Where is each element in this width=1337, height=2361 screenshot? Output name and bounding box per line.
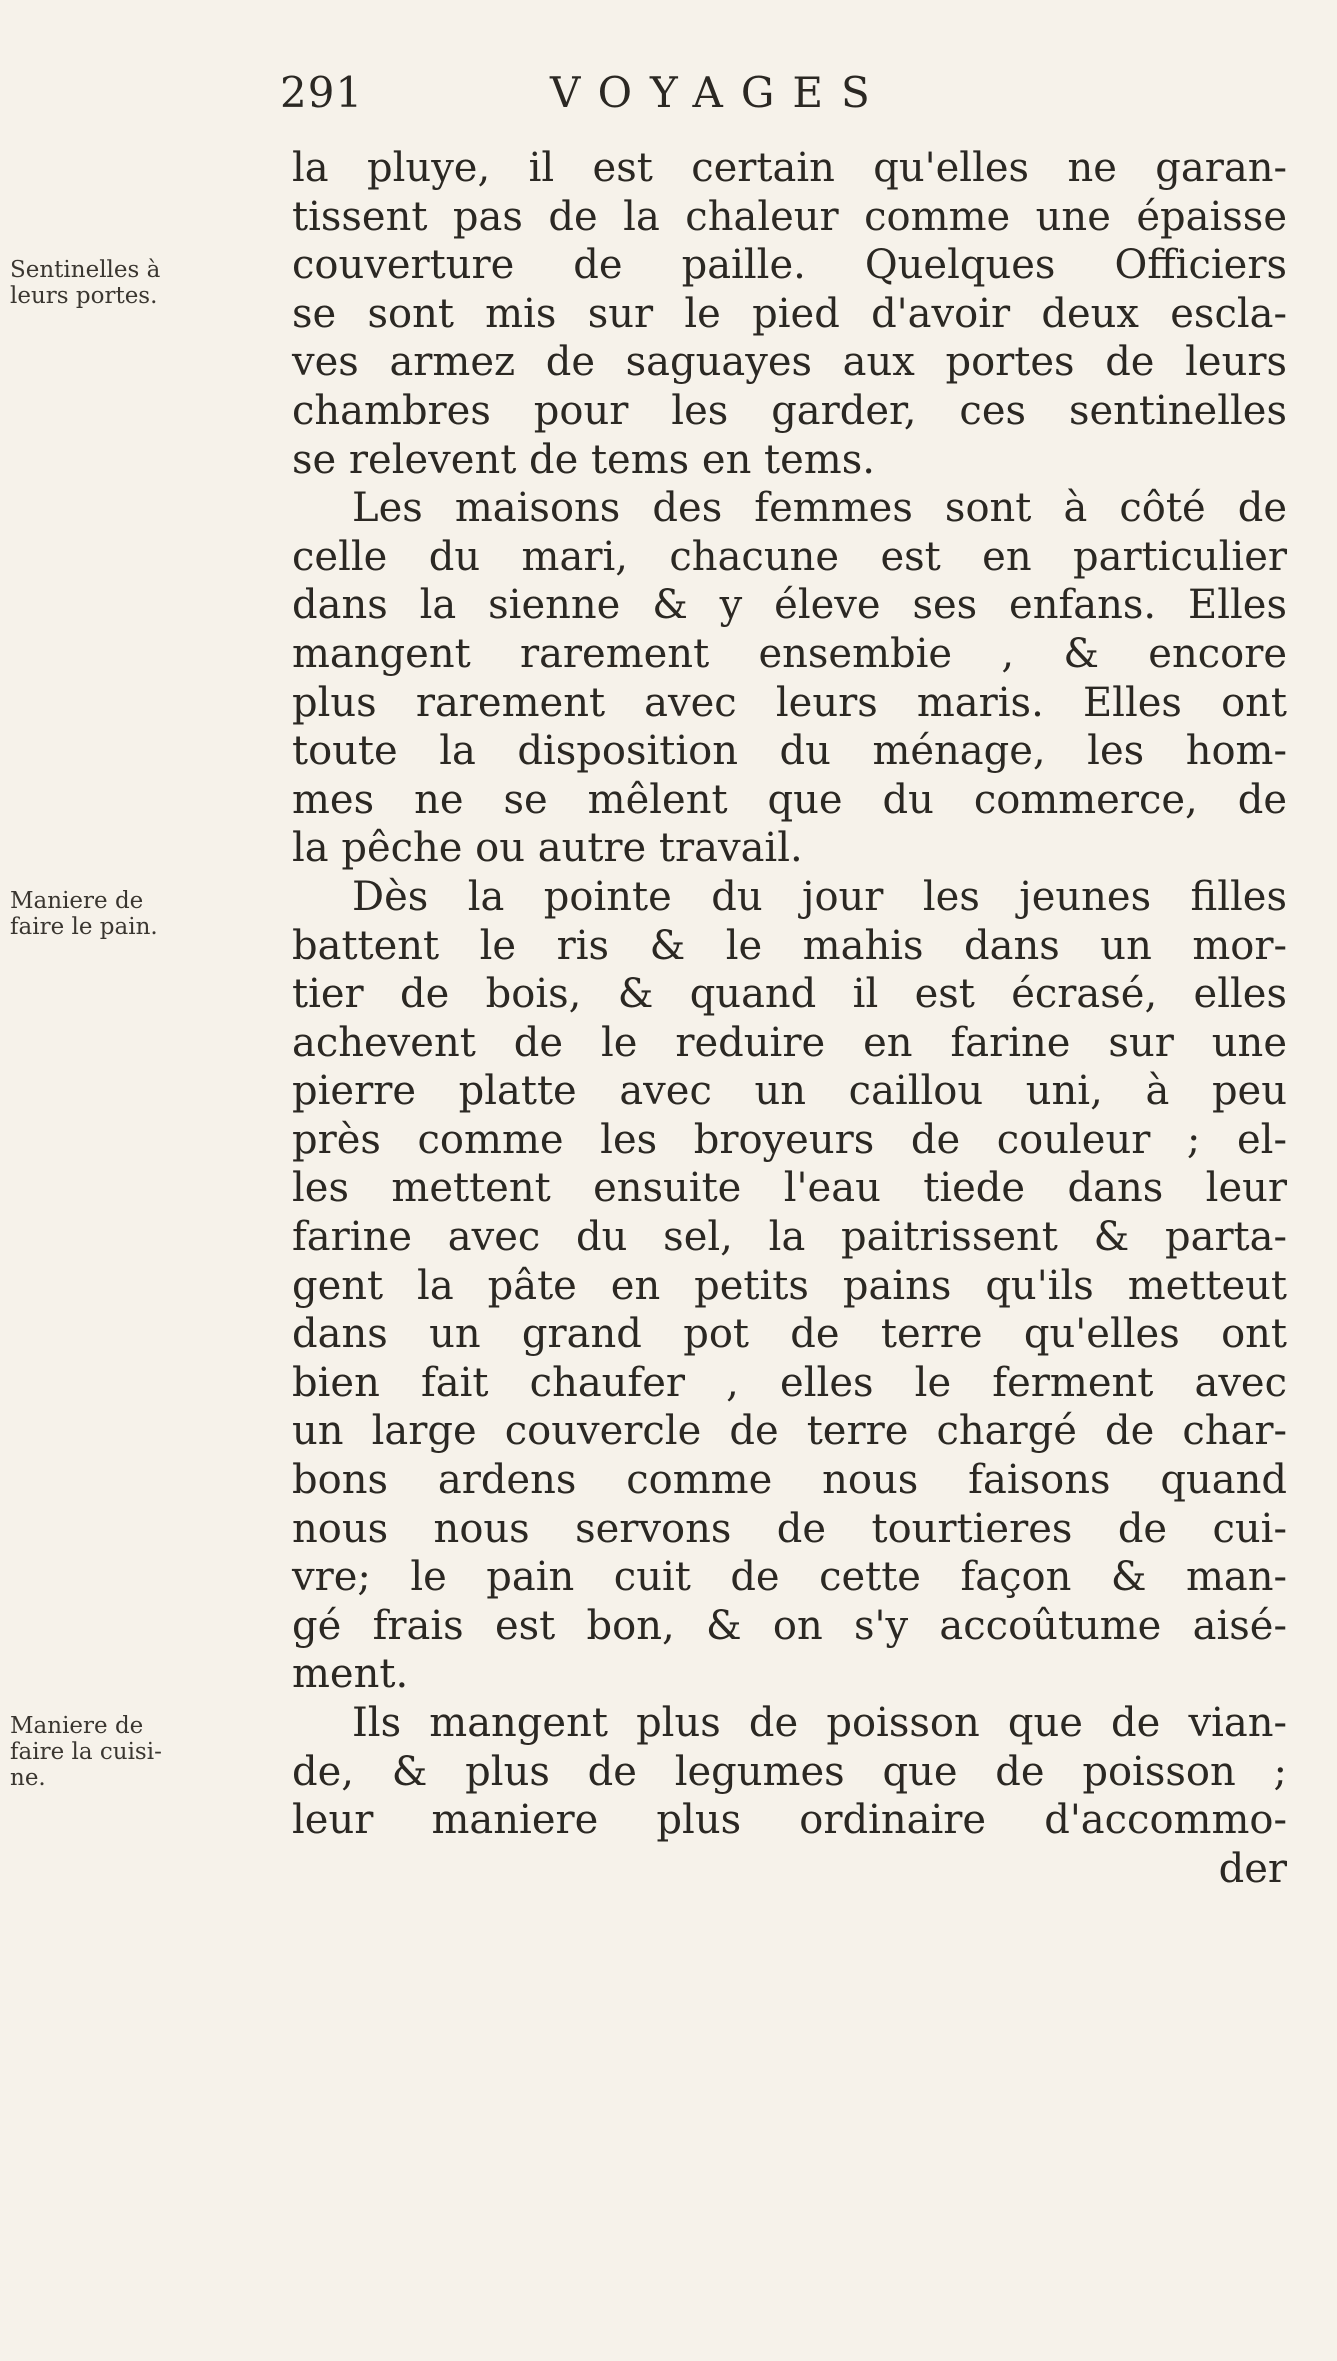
text-line: farine avec du sel, la paitrissent & parta-	[292, 1214, 1287, 1261]
margin-note-line: Maniere de	[10, 1713, 144, 1739]
text-line: un large couvercle de terre chargé de char-	[292, 1408, 1287, 1455]
text-line: la pêche ou autre travail.	[292, 825, 803, 872]
text-line: vre; le pain cuit de cette façon & man-	[292, 1554, 1287, 1601]
text-line: Dès la pointe du jour les jeunes filles	[352, 873, 1287, 920]
text-line: plus rarement avec leurs maris. Elles ont	[292, 679, 1287, 726]
margin-note-line: leurs portes.	[10, 283, 158, 309]
margin-note-line: Maniere de	[10, 888, 144, 914]
text-line: se sont mis sur le pied d'avoir deux escla-	[292, 290, 1287, 337]
text-line: tier de bois, & quand il est écrasé, elles	[292, 971, 1287, 1018]
page-number: 291	[280, 68, 364, 117]
text-line: celle du mari, chacune est en particulier	[292, 533, 1287, 580]
text-line: dans la sienne & y éleve ses enfans. Elles	[292, 582, 1287, 629]
text-line: leur maniere plus ordinaire d'accommo-	[292, 1797, 1287, 1844]
text-line: mes ne se mêlent que du commerce, de	[292, 776, 1287, 823]
text-line: de, & plus de legumes que de poisson ;	[292, 1748, 1287, 1795]
text-line: toute la disposition du ménage, les hom-	[292, 728, 1287, 775]
text-line: dans un grand pot de terre qu'elles ont	[292, 1311, 1287, 1358]
text-line: Ils mangent plus de poisson que de vian-	[352, 1700, 1287, 1746]
text-line: gé frais est bon, & on s'y accoûtume aisé-	[292, 1602, 1287, 1649]
text-line: bien fait chaufer , elles le ferment avec	[292, 1359, 1287, 1406]
margin-note-line: faire la cuisi-	[10, 1739, 162, 1765]
catchword: der	[1218, 1845, 1287, 1892]
text-line: gent la pâte en petits pains qu'ils metteut	[292, 1262, 1287, 1309]
margin-note-sentinelles	[10, 257, 290, 309]
text-line: couverture de paille. Quelques Officiers	[292, 242, 1287, 289]
page-header	[280, 68, 1180, 128]
margin-note-pain	[10, 888, 290, 940]
text-line: ves armez de saguayes aux portes de leurs	[292, 339, 1287, 386]
text-line: nous nous servons de tourtieres de cui-	[292, 1505, 1287, 1552]
text-line: les mettent ensuite l'eau tiede dans leur	[292, 1165, 1287, 1212]
text-line: Les maisons des femmes sont à côté de	[352, 485, 1287, 532]
text-line: pierre platte avec un caillou uni, à peu	[292, 1068, 1287, 1115]
margin-note-line: faire le pain.	[10, 914, 158, 940]
text-line: achevent de le reduire en farine sur une	[292, 1019, 1287, 1066]
text-line: la pluye, il est certain qu'elles ne garan-	[292, 145, 1287, 191]
text-line: mangent rarement ensembie , & encore	[292, 630, 1287, 677]
margin-note-cuisine	[10, 1713, 290, 1791]
text-line: se relevent de tems en tems.	[292, 436, 875, 483]
text-line: bons ardens comme nous faisons quand	[292, 1457, 1287, 1504]
text-line: ment.	[292, 1651, 409, 1698]
margin-note-line: Sentinelles à	[10, 257, 161, 283]
text-line: près comme les broyeurs de couleur ; el-	[292, 1116, 1287, 1163]
text-line: tissent pas de la chaleur comme une épaisse	[292, 193, 1287, 240]
margin-note-line: ne.	[10, 1765, 46, 1791]
running-title: VOYAGES	[550, 68, 888, 117]
text-line: battent le ris & le mahis dans un mor-	[292, 922, 1287, 969]
body-text	[292, 144, 1287, 1893]
text-line: chambres pour les garder, ces sentinelles	[292, 387, 1287, 434]
